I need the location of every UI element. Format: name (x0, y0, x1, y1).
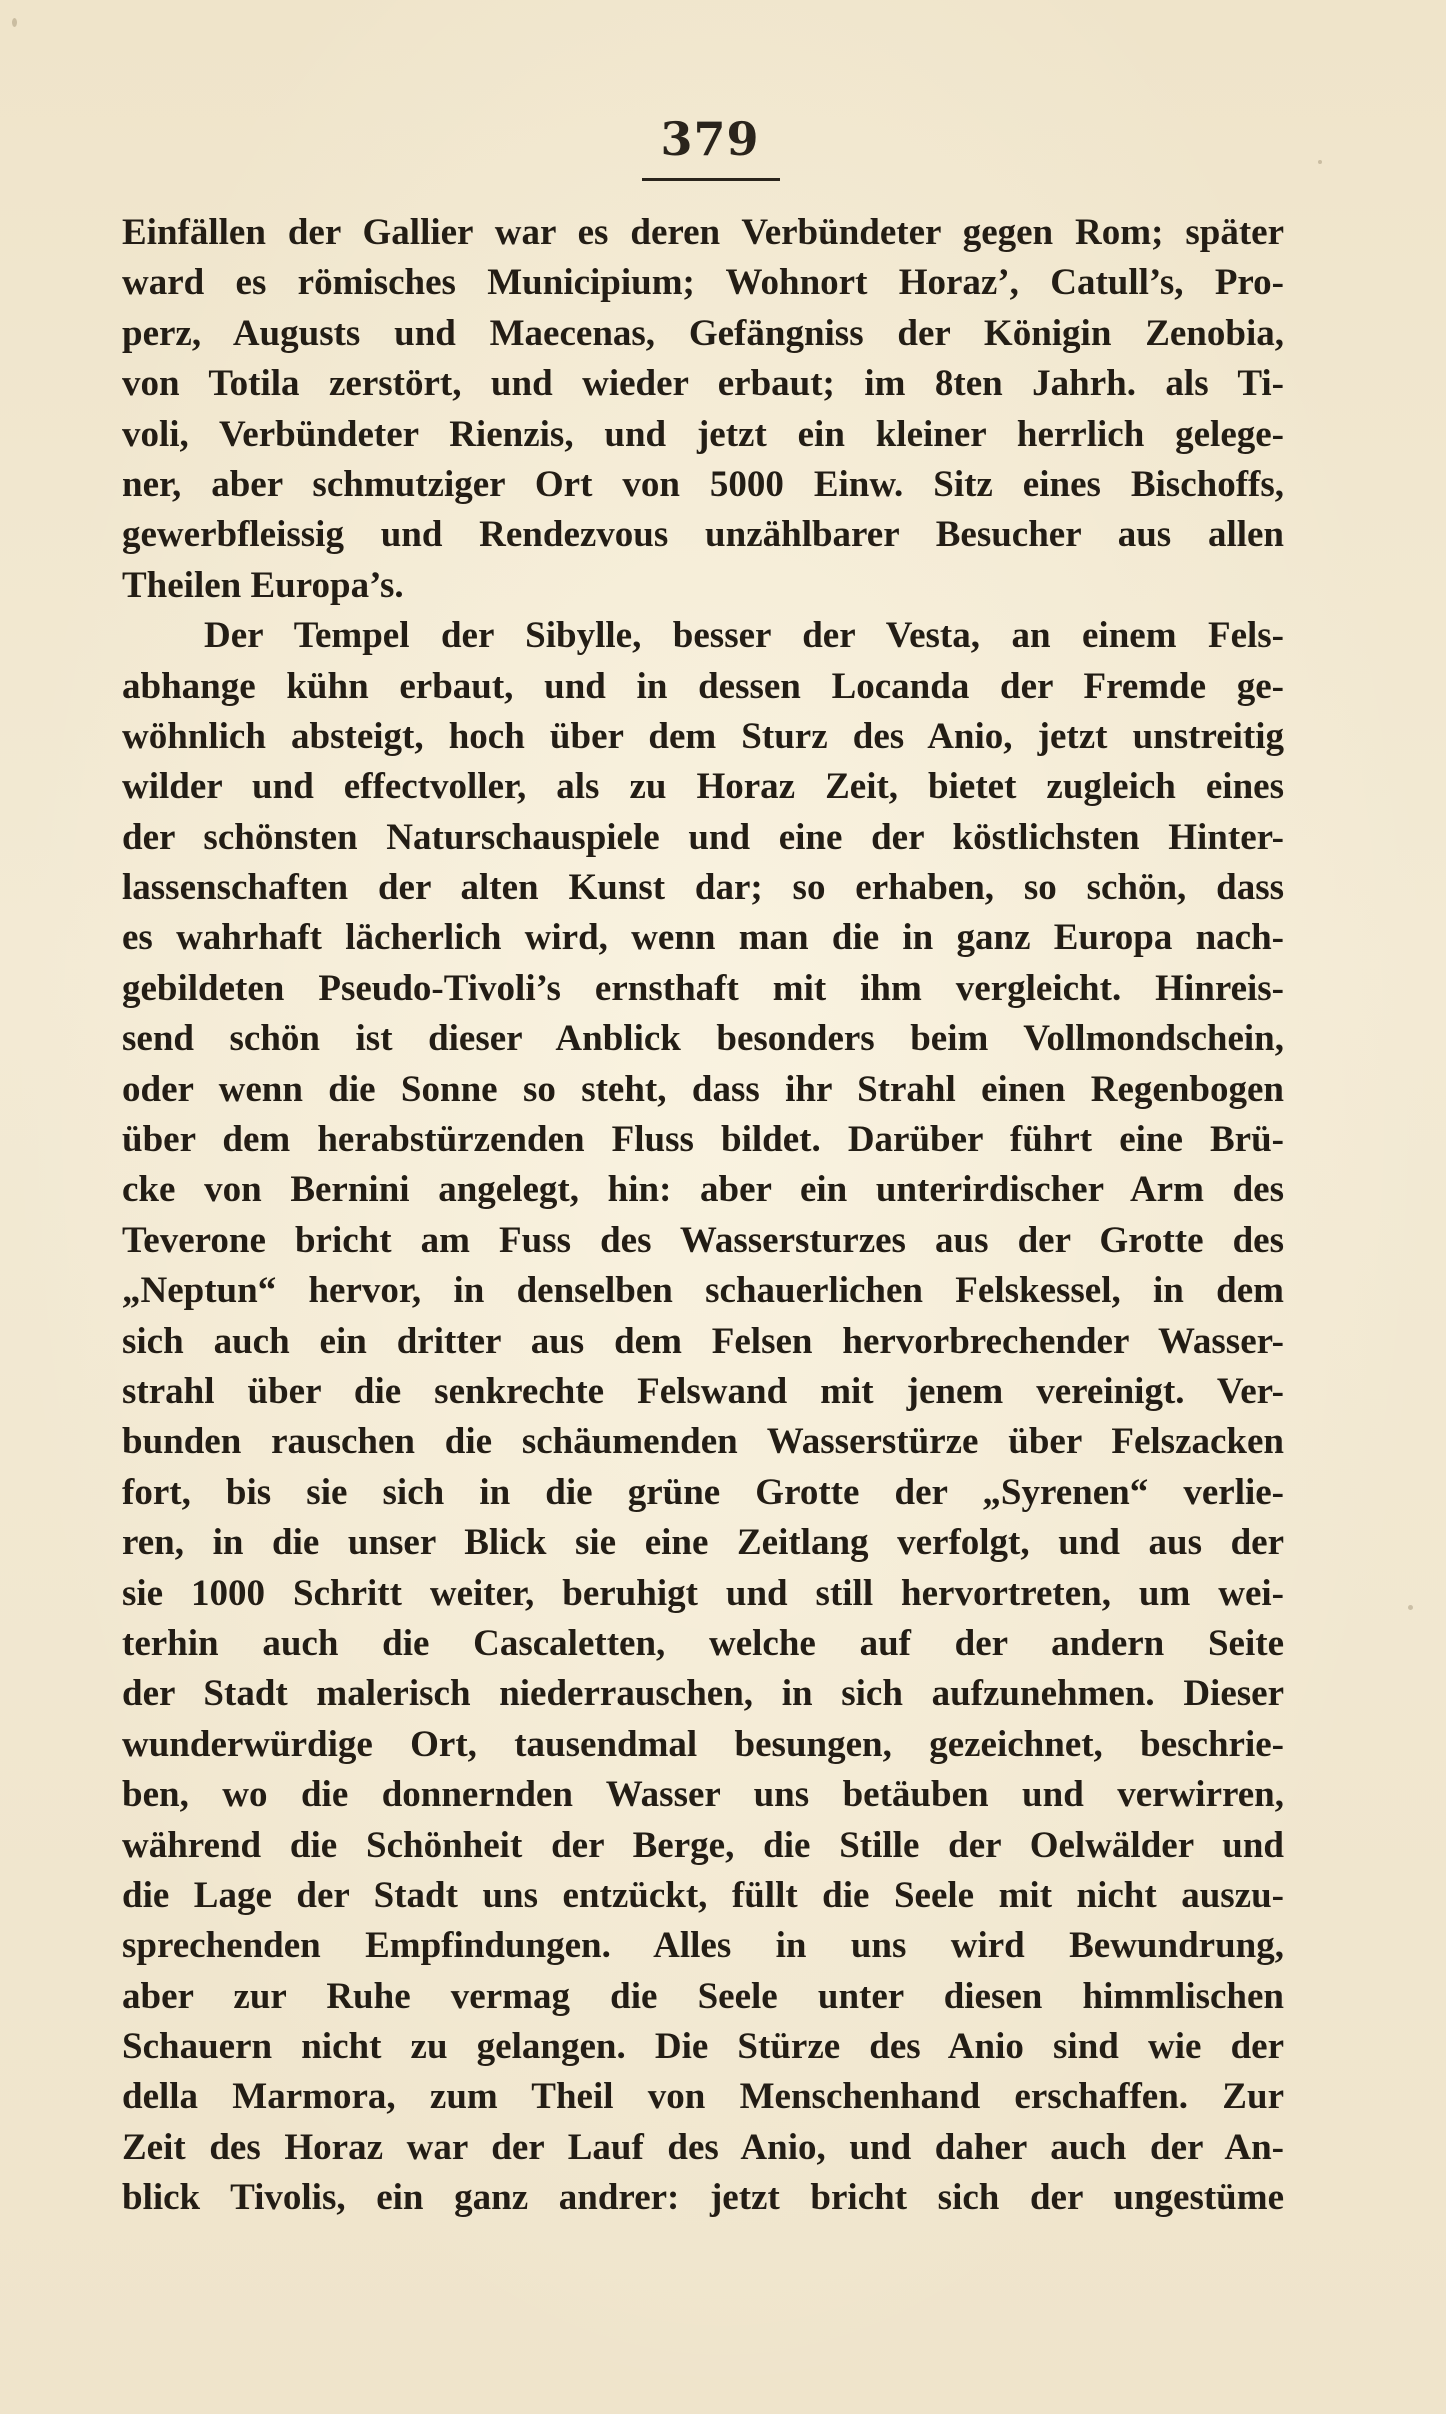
body-text (122, 208, 1284, 2224)
text-line: Teverone bricht am Fuss des Wassersturzes aus der Grotte des (122, 1219, 1284, 1261)
page-number: 379 (660, 112, 760, 166)
paper-speck (1408, 1605, 1413, 1610)
text-line: ren, in die unser Blick sie eine Zeitlang verfolgt, und aus der (122, 1522, 1284, 1564)
text-line: blick Tivolis, ein ganz andrer: jetzt bricht sich der ungestüme (122, 2177, 1284, 2219)
text-line: ner, aber schmutziger Ort von 5000 Einw. Sitz eines Bischoffs, (122, 463, 1284, 505)
text-line: von Totila zerstört, und wieder erbaut; im 8ten Jahrh. als Ti- (122, 363, 1284, 405)
text-line: gewerbfleissig und Rendezvous unzählbarer Besucher aus allen (122, 514, 1284, 556)
text-line: der Stadt malerisch niederrauschen, in sich aufzunehmen. Dieser (122, 1673, 1284, 1715)
text-line: während die Schönheit der Berge, die Stille der Oelwälder und (122, 1824, 1284, 1866)
text-line: Einfällen der Gallier war es deren Verbündeter gegen Rom; später (122, 212, 1284, 253)
text-line: es wahrhaft lächerlich wird, wenn man die in ganz Europa nach- (122, 917, 1284, 959)
text-line: oder wenn die Sonne so steht, dass ihr Strahl einen Regenbogen (122, 1068, 1284, 1110)
text-line: Schauern nicht zu gelangen. Die Stürze des Anio sind wie der (122, 2026, 1284, 2068)
text-line: sprechenden Empfindungen. Alles in uns wird Bewundrung, (122, 1925, 1284, 1967)
text-line: perz, Augusts und Maecenas, Gefängniss der Königin Zenobia, (122, 312, 1284, 354)
paper-speck (1104, 990, 1107, 993)
text-line: die Lage der Stadt uns entzückt, füllt die Seele mit nicht auszu- (122, 1874, 1284, 1916)
text-line: lassenschaften der alten Kunst dar; so erhaben, so schön, dass (122, 867, 1284, 909)
text-line: aber zur Ruhe vermag die Seele unter diesen himmlischen (122, 1975, 1284, 2017)
text-line: fort, bis sie sich in die grüne Grotte der „Syrenen“ verlie- (122, 1471, 1284, 1513)
text-line: „Neptun“ hervor, in denselben schauerlichen Felskessel, in dem (122, 1270, 1284, 1312)
paper-speck (1318, 160, 1322, 164)
text-line: bunden rauschen die schäumenden Wasserstürze über Felszacken (122, 1421, 1284, 1463)
text-line: Zeit des Horaz war der Lauf des Anio, und daher auch der An- (122, 2126, 1284, 2168)
text-line: strahl über die senkrechte Felswand mit jenem vereinigt. Ver- (122, 1370, 1284, 1412)
text-line: Der Tempel der Sibylle, besser der Vesta, an einem Fels- (204, 615, 1284, 657)
paper-speck (12, 18, 17, 27)
text-line: über dem herabstürzenden Fluss bildet. Darüber führt eine Brü- (122, 1119, 1284, 1161)
text-line: wunderwürdige Ort, tausendmal besungen, gezeichnet, beschrie- (122, 1723, 1284, 1765)
text-line: send schön ist dieser Anblick besonders beim Vollmondschein, (122, 1018, 1284, 1060)
text-line: ward es römisches Municipium; Wohnort Horaz’, Catull’s, Pro- (122, 262, 1284, 304)
text-line: ben, wo die donnernden Wasser uns betäuben und verwirren, (122, 1774, 1284, 1816)
text-line: Theilen Europa’s. (122, 564, 404, 606)
text-line: wöhnlich absteigt, hoch über dem Sturz des Anio, jetzt unstreitig (122, 715, 1284, 757)
text-line: sie 1000 Schritt weiter, beruhigt und still hervortreten, um wei- (122, 1572, 1284, 1614)
text-line: abhange kühn erbaut, und in dessen Locanda der Fremde ge- (122, 665, 1284, 707)
text-line: voli, Verbündeter Rienzis, und jetzt ein kleiner herrlich gelege- (122, 413, 1284, 455)
text-line: sich auch ein dritter aus dem Felsen hervorbrechender Wasser- (122, 1320, 1284, 1362)
text-line: terhin auch die Cascaletten, welche auf der andern Seite (122, 1622, 1284, 1664)
text-line: wilder und effectvoller, als zu Horaz Zeit, bietet zugleich eines (122, 766, 1284, 808)
text-line: der schönsten Naturschauspiele und eine der köstlichsten Hinter- (122, 816, 1284, 858)
text-line: della Marmora, zum Theil von Menschenhand erschaffen. Zur (122, 2076, 1284, 2118)
page-number-rule (642, 178, 780, 181)
text-line: gebildeten Pseudo-Tivoli’s ernsthaft mit ihm vergleicht. Hinreis- (122, 967, 1284, 1009)
text-line: cke von Bernini angelegt, hin: aber ein unterirdischer Arm des (122, 1169, 1284, 1211)
